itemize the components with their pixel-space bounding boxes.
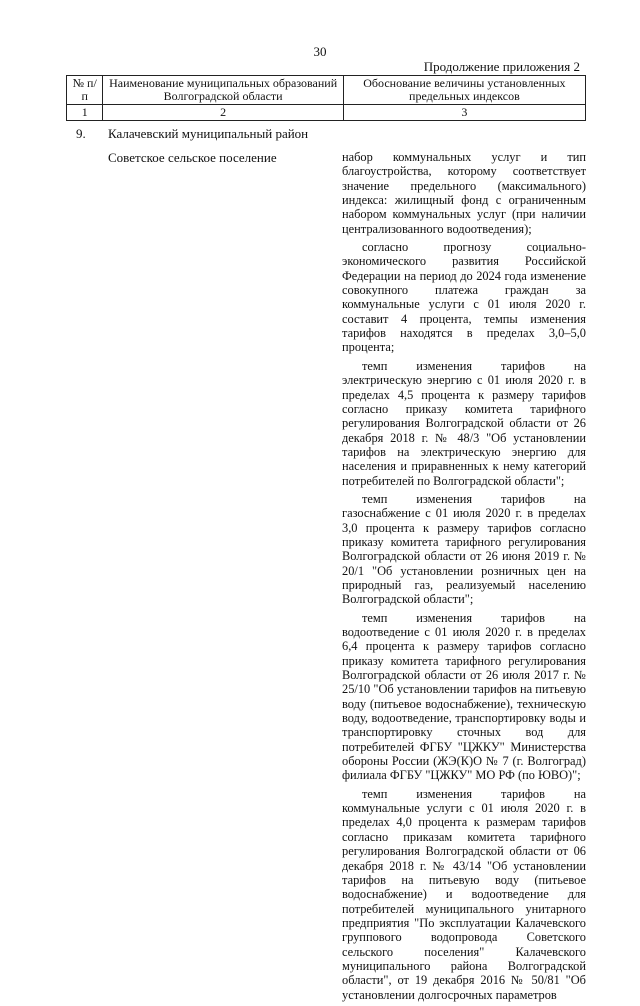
page-number: 30 (313, 44, 327, 59)
justification-paragraph: темп изменения тарифов на коммунальные услуги с 01 июля 2020 г. в пределах 4,0 процента к размерам тарифов согласно приказам комитета тарифного регулирования Волгоградской области от 06 декабря 2018 г. № 43/14 "Об установлении тарифов на питьевую воду (питьевое водоснабжение) и водоотведение для потребителей муниципального унитарного предприятия "По эксплуатации Калачевского группового водопровода Советского сельского поселения" Калачевского муниципального района Волгоградской области", от 19 декабря 2016 № 50/81 "Об установлении долгосрочных параметров (342, 786, 586, 1002)
justification-paragraph: набор коммунальных услуг и тип благоустройства, которому соответствует значение предельного (максимального) индекса: жилищный фонд с ограниченным набором коммунальных услуг (при наличии централизованного водоотведения); (342, 150, 586, 236)
justification-paragraph: темп изменения тарифов на водоотведение с 01 июля 2020 г. в пределах 6,4 процента к размеру тарифов согласно приказу комитета тарифного регулирования Волгоградской области от 26 июля 2017 г. № 25/10 "Об установлении тарифов на питьевую воду (питьевое водоснабжение), техническую воду, водоотведение, транспортировку воды и транспортировку сточных вод для потребителей ФГБУ "ЦЖКУ" Министерства обороны России (ЖЭ(К)О № 7 (г. Волгоград) филиала ФГБУ "ЦЖКУ" МО РФ (по ЮВО)"; (342, 610, 586, 783)
table-header (66, 75, 586, 121)
header-row (67, 76, 586, 105)
region-number: 9. (76, 126, 86, 141)
justification-paragraph: согласно прогнозу социально-экономического развития Российской Федерации на период до 2024 года изменение совокупного платежа граждан за коммунальные услуги с 01 июля 2020 г. составит 4 процента, темпы изменения тарифов находятся в пределах 3,0–5,0 процента; (342, 240, 586, 355)
column-number-2: 2 (103, 105, 343, 121)
header-col-municipality: Наименование муниципальных образований Волгоградской области (103, 76, 343, 105)
justification-paragraph: темп изменения тарифов на электрическую энергию с 01 июля 2020 г. в пределах 4,5 процента к размеру тарифов согласно приказу комитета тарифного регулирования Волгоградской области от 26 декабря 2018 г. № 48/3 "Об установлении тарифов на электрическую энергию для населения и приравненных к нему категорий потребителей по Волгоградской области"; (342, 358, 586, 488)
justification-column (342, 150, 586, 1006)
region-name: Калачевский муниципальный район (108, 126, 309, 141)
settlement-name: Советское сельское поселение (108, 150, 277, 165)
justification-paragraph: темп изменения тарифов на газоснабжение с 01 июля 2020 г. в пределах 3,0 процента к размеру тарифов согласно приказу комитета тарифного регулирования Волгоградской области от 26 июня 2019 г. № 20/1 "Об установлении розничных цен на природный газ, реализуемый населению Волгоградской области"; (342, 491, 586, 607)
header-col-justification: Обоснование величины установленных предельных индексов (343, 76, 585, 105)
column-number-3: 3 (343, 105, 585, 121)
column-numbers-row (67, 105, 586, 121)
column-number-1: 1 (67, 105, 103, 121)
continuation-note: Продолжение приложения 2 (423, 59, 580, 74)
header-col-number: № п/п (67, 76, 103, 105)
